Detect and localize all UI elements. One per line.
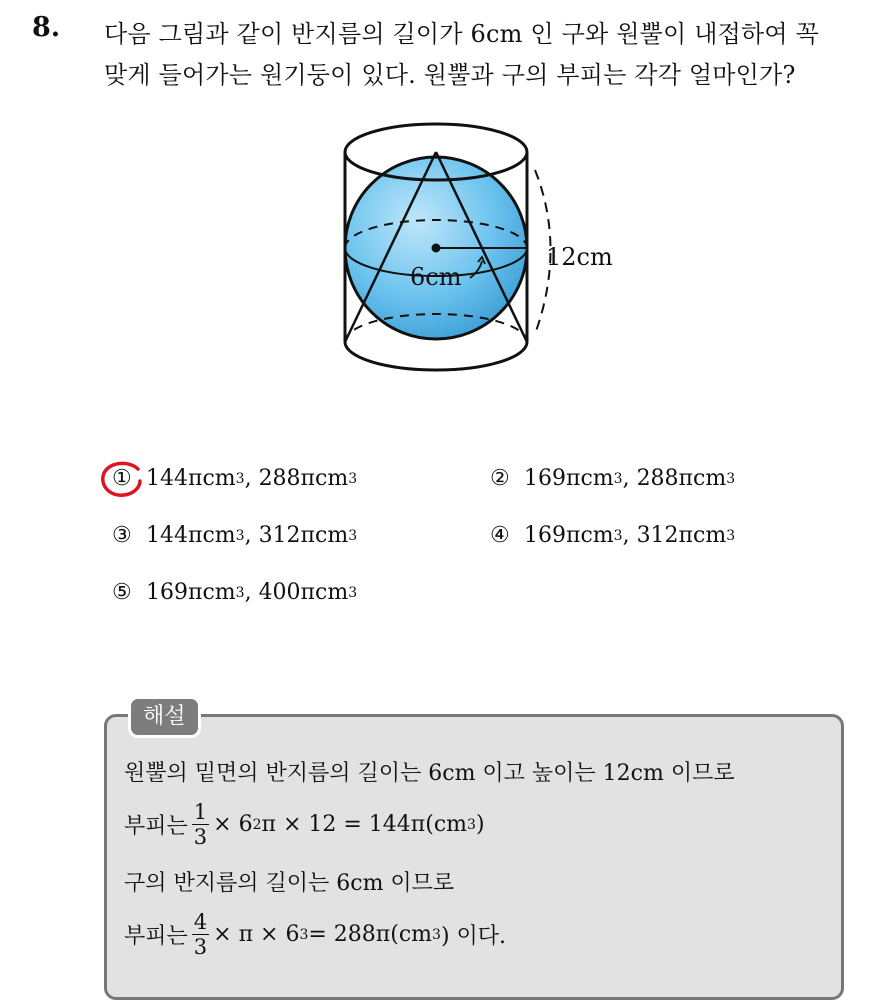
choice-number: ⑤ <box>112 580 132 605</box>
choice-value-a: 144πcm <box>146 523 236 548</box>
question-text-line1: 다음 그림과 같이 반지름의 길이가 6cm 인 구와 원뿔이 내접하여 꼭 <box>104 20 819 48</box>
choice-number: ④ <box>490 523 510 548</box>
choice-number: ② <box>490 466 510 491</box>
height-label: 12cm <box>546 243 613 271</box>
choice-number: ③ <box>112 523 132 548</box>
fraction-denominator: 3 <box>193 825 208 849</box>
question-number: 8. <box>32 12 61 43</box>
choice-value-b: 312πcm <box>636 523 727 548</box>
solution-line4-expr-b: = 288π(cm <box>308 922 433 947</box>
choice-value-b: 400πcm <box>258 580 349 605</box>
choice-value-a: 144πcm <box>146 466 236 491</box>
choice-4[interactable]: ④ 169πcm 3 , 312πcm 3 <box>490 523 736 548</box>
solution-line4-expr-a: × π × 6 <box>213 922 300 947</box>
solution-line2-expr-a: × 6 <box>213 812 253 837</box>
solution-line4-prefix: 부피는 <box>124 924 188 949</box>
choice-2[interactable]: ② 169πcm 3 , 288πcm 3 <box>490 466 736 491</box>
choice-3[interactable]: ③ 144πcm 3 , 312πcm 3 <box>112 523 358 548</box>
fraction-numerator: 4 <box>193 910 208 934</box>
question-text-line2: 맞게 들어가는 원기둥이 있다. 원뿔과 구의 부피는 각각 얼마인가? <box>104 61 796 89</box>
radius-label: 6cm <box>410 263 462 291</box>
choice-value-b: 312πcm <box>258 523 349 548</box>
choice-5[interactable]: ⑤ 169πcm 3 , 400πcm 3 <box>112 580 358 605</box>
choice-value-a: 169πcm <box>524 466 614 491</box>
choice-1[interactable]: ① 144πcm 3 , 288πcm 3 <box>112 466 358 491</box>
solution-line3: 구의 반지름의 길이는 6cm 이므로 <box>124 871 455 896</box>
solution-tag: 해설 <box>128 696 201 738</box>
cylinder-bottom-front <box>345 342 527 370</box>
solution-line2-expr-b: π × 12 = 144π(cm <box>261 812 468 837</box>
solution-line4-expr-c: ) 이다. <box>440 924 507 949</box>
choice-value-a: 169πcm <box>524 523 614 548</box>
fraction-four-thirds <box>192 910 209 959</box>
fraction-numerator: 1 <box>193 800 208 824</box>
choice-value-b: 288πcm <box>636 466 727 491</box>
fraction-denominator: 3 <box>193 935 208 959</box>
fraction-one-third <box>192 800 209 849</box>
solution-line2-prefix: 부피는 <box>124 814 188 839</box>
solution-line2-expr-c: ) <box>475 812 485 837</box>
choice-value-b: 288πcm <box>258 466 349 491</box>
choice-value-a: 169πcm <box>146 580 236 605</box>
choice-number: ① <box>112 466 132 491</box>
solution-line2: 부피는 $\frac{1}{3}$ × 6 2 π × 12 = 144π(cm 3 ) <box>124 800 485 849</box>
solution-line4: 부피는 $\frac{4}{3}$ × π × 6 3 = 288π(cm 3 ) 이다. <box>124 910 507 959</box>
solution-line1: 원뿔의 밑면의 반지름의 길이는 6cm 이고 높이는 12cm 이므로 <box>124 761 735 786</box>
